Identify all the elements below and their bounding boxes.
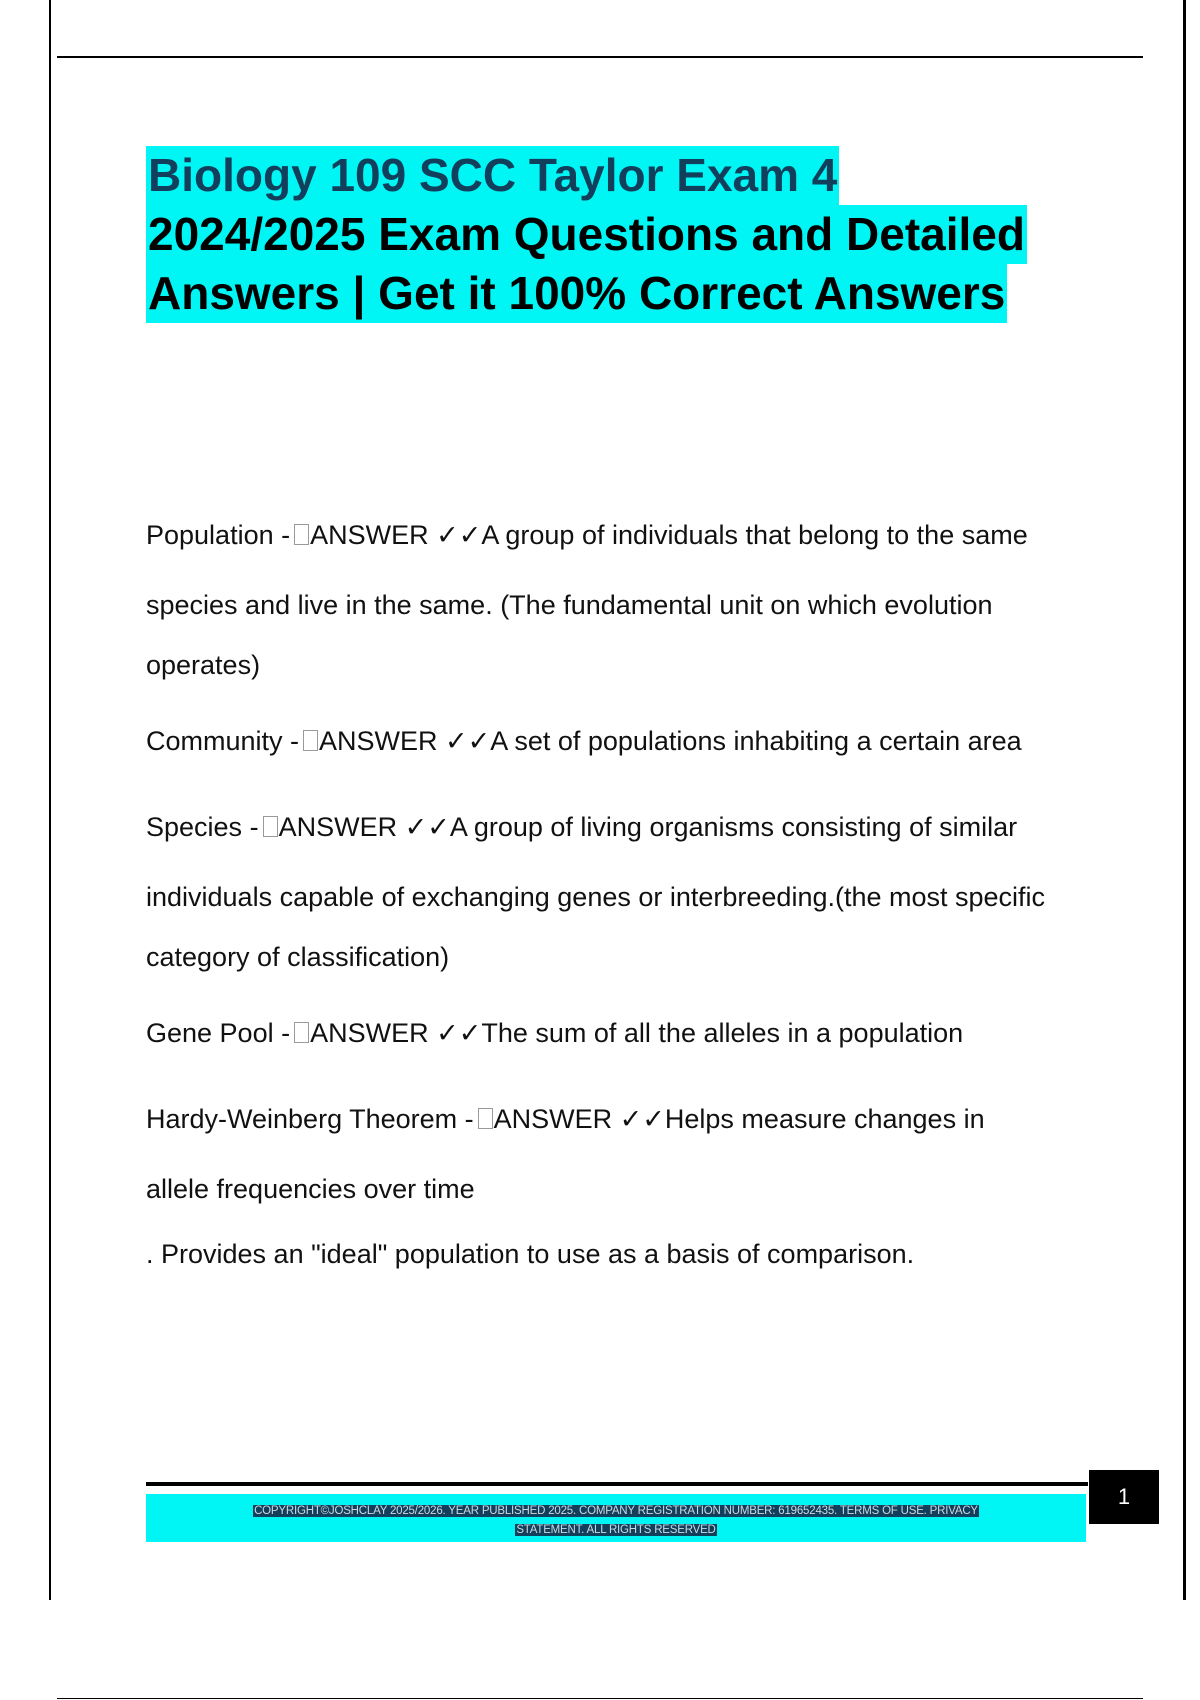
entry-definition: A group of individuals that belong to the same <box>481 520 1028 550</box>
footer-line-1: COPYRIGHT©JOSHCLAY 2025/2026. YEAR PUBLISHED 2025. COMPANY REGISTRATION NUMBER: 619652435. TERMS OF USE. PRIVACY <box>254 1505 978 1517</box>
entry-term: Population <box>146 520 274 550</box>
entry-definition-line: species and live in the same. (The fundamental unit on which evolution <box>146 590 993 620</box>
entry-definition-line: allele frequencies over time <box>146 1174 475 1204</box>
footer-line-2: STATEMENT. ALL RIGHTS RESERVED <box>516 1524 716 1536</box>
entry-first-line: Community - ANSWER ✓✓A set of populations inhabiting a certain area <box>146 726 1022 756</box>
page-border-right <box>1183 0 1186 1600</box>
entry-first-line: Hardy-Weinberg Theorem - ANSWER ✓✓Helps measure changes in <box>146 1104 985 1134</box>
title-line-2: 2024/2025 Exam Questions and Detailed <box>146 205 1027 264</box>
footer-rule <box>146 1482 1088 1486</box>
entry-community <box>146 706 1106 776</box>
entry-definition-line: . Provides an "ideal" population to use as a basis of comparison. <box>146 1239 915 1269</box>
answer-marker: ANSWER ✓✓ <box>310 520 482 550</box>
header-rule <box>57 56 1143 58</box>
missing-glyph-icon <box>263 816 278 837</box>
page-number: 1 <box>1089 1470 1159 1524</box>
entry-first-line: Gene Pool - ANSWER ✓✓The sum of all the alleles in a population <box>146 1018 964 1048</box>
missing-glyph-icon <box>478 1108 493 1129</box>
entry-definition-line: category of classification) <box>146 942 450 972</box>
entry-gene-pool <box>146 998 1106 1068</box>
page-border-left <box>49 0 51 1600</box>
entry-first-line: Species - ANSWER ✓✓A group of living organisms consisting of similar <box>146 812 1018 842</box>
entry-definition: A set of populations inhabiting a certain area <box>490 726 1022 756</box>
missing-glyph-icon <box>294 1022 309 1043</box>
footer-text <box>253 1502 979 1540</box>
entry-definition: A group of living organisms consisting of similar <box>449 812 1018 842</box>
document-title <box>146 146 1106 323</box>
entry-hardy-weinberg <box>146 1084 1106 1284</box>
title-line-3: Answers | Get it 100% Correct Answers <box>146 264 1007 323</box>
entry-definition-line: individuals capable of exchanging genes or interbreeding.(the most specific <box>146 882 1046 912</box>
answer-marker: ANSWER ✓✓ <box>310 1018 482 1048</box>
question-list <box>146 500 1106 1284</box>
entry-term: Gene Pool <box>146 1018 274 1048</box>
footer-copyright <box>146 1494 1086 1542</box>
entry-species <box>146 792 1106 982</box>
entry-first-line: Population - ANSWER ✓✓A group of individuals that belong to the same <box>146 520 1028 550</box>
entry-term: Species <box>146 812 243 842</box>
entry-definition-line: operates) <box>146 650 261 680</box>
next-page-rule <box>57 1698 1143 1699</box>
entry-population <box>146 500 1106 690</box>
missing-glyph-icon <box>294 524 309 545</box>
answer-marker: ANSWER ✓✓ <box>278 812 450 842</box>
answer-marker: ANSWER ✓✓ <box>319 726 491 756</box>
entry-definition: Helps measure changes in <box>664 1104 985 1134</box>
answer-marker: ANSWER ✓✓ <box>493 1104 665 1134</box>
entry-term: Community <box>146 726 283 756</box>
entry-term: Hardy-Weinberg Theorem <box>146 1104 458 1134</box>
title-line-1: Biology 109 SCC Taylor Exam 4 <box>146 146 839 205</box>
entry-definition: The sum of all the alleles in a population <box>481 1018 964 1048</box>
missing-glyph-icon <box>303 730 318 751</box>
